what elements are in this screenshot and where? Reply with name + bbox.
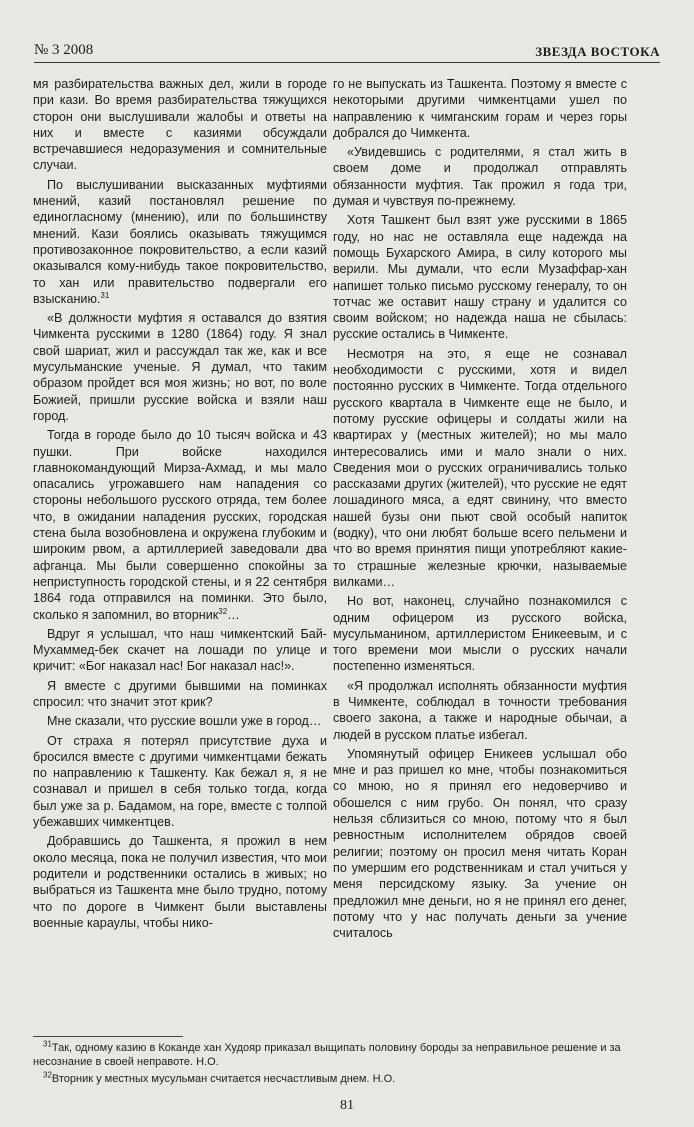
paragraph [33,76,327,174]
paragraph-text: От страха я потерял присутствие духа и бросился вместе с другими чимкентцами бежать по направлению к Ташкенту. Как бежал я, я не сознавал и пришел в себя только тогда, когда был уже за р. Бадамом, на горе, вместе с толпой убежавших чимкентцев. [33,733,327,830]
page-number: 81 [340,1098,354,1113]
paragraph [333,593,627,674]
paragraph-text: Я вместе с другими бывшими на поминках спросил: что значит этот крик? [33,678,327,709]
paragraph-text: Добравшись до Ташкента, я прожил в нем около месяца, пока не получил известия, что мои родители и родственники остались в живых; но выбраться из Ташкента мне было трудно, потому что по дороге в Чимкент были выставлены военные караулы, чтобы нико- [33,834,327,930]
footnote-marker[interactable]: 32 [218,606,228,616]
magazine-title: ЗВЕЗДА ВОСТОКА [535,44,660,59]
paragraph-text: Упомянутый офицер Еникеев услышал обо мне и раз пришел ко мне, чтобы познакомиться со мною, но я принял его недоверчиво и обошелся с ним грубо. Он понял, что сразу нельзя сблизиться со мною, потому что я был ревностным исполнителем обрядов своей религии; поэтому он просил меня читать Коран по умершим его родственникам и стал учиться у меня персидскому языку. За учение он предложил мне деньги, но я не принял его денег, потому что у нас получать деньги за учение считалось [333,746,627,941]
footnote [33,1072,631,1086]
paragraph [33,833,327,931]
header-rule [34,62,660,63]
left-column [33,76,327,934]
paragraph-text: «В должности муфтия я оставался до взятия Чимкента русскими в 1280 (1864) году. Я знал свой шариат, жил и рассуждал так же, как и все мусульманские ученые. Я думал, что таким образом пройдет вся моя жизнь; но вот, по воле Божией, пришли русские войска и взяли наш город. [33,311,327,423]
paragraph [33,427,327,623]
paragraph [33,713,327,729]
paragraph [333,212,627,342]
paragraph-text: По выслушивании высказанных муфтиями мнений, казий постановлял решение по единогласному (мнению), или по большинству мнений. Кази боялись оказывать тяжущимся противозаконное покровительство, а если казий оказывался кому-нибудь такое покровительство, то хан или правительство подвергали его взысканию. [33,177,327,306]
paragraph [33,310,327,424]
paragraph [333,746,627,942]
footnote-number: 32 [43,1070,52,1080]
paragraph [333,144,627,209]
paragraph-text: мя разбирательства важных дел, жили в городе при кази. Во время разбирательства тяжущихся сторон они выслушивали жалобы и ответы на них и вместе с казиями обсуждали встречавшиеся недоразумения и сомнительные случаи. [33,77,327,173]
paragraph [33,678,327,711]
footnotes [33,1041,631,1089]
paragraph-text: «Я продолжал исполнять обязанности муфтия в Чимкенте, соблюдал в точности требования своего закона, а также и народные обычаи, а людей в русском платье избегал. [333,678,627,742]
issue-number: № 3 2008 [34,42,94,58]
right-column [333,76,627,944]
paragraph [33,733,327,831]
paragraph-text: Хотя Ташкент был взят уже русскими в 1865 году, но нас не оставляла еще надежда на помощь Бухарского Амира, в силу которого мы верили. Мы думали, что если Музаффар-хан напишет только письмо русскому генералу, то он тотчас же оставит нашу страну и удалится со своим войском; но надежда наша не сбылась: русские остались в Чимкенте. [333,213,627,342]
paragraph [333,678,627,743]
paragraph-text: Несмотря на это, я еще не сознавал необходимости с русскими, хотя и видел постоянно русских в Чимкенте. Тогда отдельного русского квартала в Чимкенте еще не было, и потому русские офицеры и солдаты жили на квартирах у (местных жителей); но мы мало интересовались ими и мало знали о них. Сведения мои о русских ограничивались только рассказами других (жителей), что русские не едят лошадиного мяса, а едят свинину, что вместо нашей бузы они пьют свой особый напиток (водку), что они любят больше всего пельмени и что во время принятия пищи употребляют какие-то страшные железные крючки, называемые вилками… [333,346,627,589]
paragraph [333,346,627,590]
paragraph [33,177,327,307]
footnote-marker[interactable]: 31 [100,290,110,300]
paragraph-tail: … [227,607,240,622]
paragraph-text: Вдруг я услышал, что наш чимкентский Бай-Мухаммед-бек скачет на лошади по улице и кричит: «Бог наказал нас! Бог наказал нас!». [33,626,327,674]
paragraph-text: Мне сказали, что русские вошли уже в город… [47,714,322,729]
footnote-text: Вторник у местных мусульман считается несчастливым днем. Н.О. [51,1073,396,1085]
paragraph-text: «Увидевшись с родителями, я стал жить в своем доме и продолжал отправлять обязанности муфтия. Так прожил я года три, думая и чувствуя по-прежнему. [333,145,627,209]
paragraph [333,76,627,141]
paragraph-text: Тогда в городе было до 10 тысяч войска и 43 пушки. При войске находился главнокомандующий Мирза-Ахмад, и мы мало опасались угрожавшего нам нападения со стороны небольшого русского отряда, тем более что, в ожидании нападения русских, городская стена была возобновлена и окружена глубоким и широким рвом, а артиллерией заведовали два афганца. Мы были совершенно спокойны за неприступность городской стены, и я 22 сентября 1864 года отправился на поминки. Это было, сколько я запомнил, во вторник [33,428,327,622]
footnote-text: Так, одному казию в Коканде хан Худояр приказал выщипать половину бороды за неправильное решение и за несознание в своей неправоте. Н.О. [33,1042,621,1068]
paragraph-text: го не выпускать из Ташкента. Поэтому я вместе с некоторыми другими чимкентцами ушел по направлению к чимганским горам и через горы добрался до Чимкента. [333,77,627,140]
footnote-number: 31 [43,1039,52,1049]
footnote-rule [33,1036,183,1037]
running-header [34,42,660,64]
paragraph [33,626,327,675]
paragraph-text: Но вот, наконец, случайно познакомился с одним офицером из русского войска, мусульманином, артиллеристом Еникеевым, и с того времени мои мысли о русских начали постепенно изменяться. [333,594,627,674]
footnote [33,1041,631,1069]
